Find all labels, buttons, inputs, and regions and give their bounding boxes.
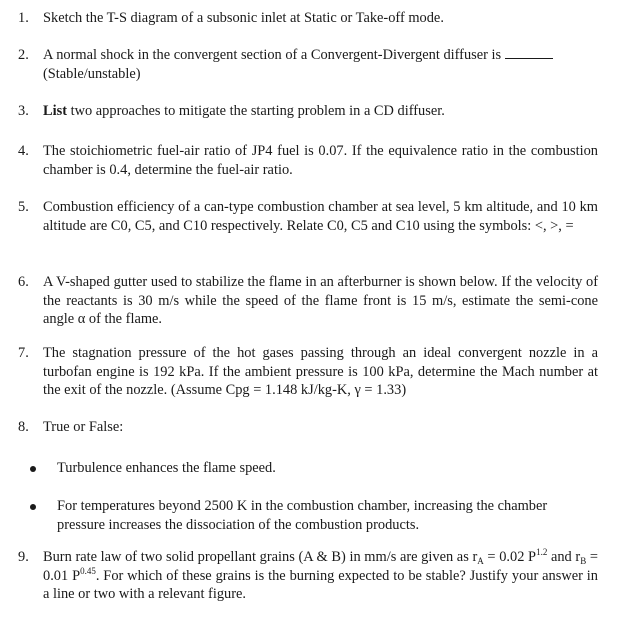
question-number: 1. bbox=[18, 10, 29, 26]
question-2 bbox=[18, 46, 598, 83]
exponent: 0.45 bbox=[80, 565, 96, 576]
question-number: 2. bbox=[18, 47, 29, 63]
question-text: Sketch the T-S diagram of a subsonic inlet at Static or Take-off mode. bbox=[43, 10, 444, 26]
question-number: 5. bbox=[18, 199, 29, 215]
question-7 bbox=[18, 344, 598, 400]
exponent: 1.2 bbox=[536, 547, 548, 557]
question-text: True or False: bbox=[43, 419, 124, 435]
question-8 bbox=[18, 418, 598, 437]
question-text bbox=[43, 102, 598, 121]
question-text bbox=[43, 46, 598, 83]
answer-blank bbox=[505, 47, 553, 59]
question-text: The stoichiometric fuel-air ratio of JP4 fuel is 0.07. If the equivalence ratio in the combustion chamber is 0.4, determine the fuel-air ratio. bbox=[43, 143, 598, 178]
question-keyword: List bbox=[43, 103, 67, 119]
question-5 bbox=[18, 198, 598, 235]
question-6 bbox=[18, 273, 598, 329]
question-text-part: = 0.01 P bbox=[43, 549, 599, 584]
question-number: 6. bbox=[18, 274, 29, 290]
question-number: 4. bbox=[18, 143, 29, 159]
question-text-part: Burn rate law of two solid propellant grains (A & B) in mm/s are given as r bbox=[43, 549, 478, 565]
list-item bbox=[30, 459, 596, 478]
list-item bbox=[30, 497, 596, 534]
question-text bbox=[43, 548, 598, 604]
question-4 bbox=[18, 142, 598, 179]
question-text-part: two approaches to mitigate the starting problem in a CD diffuser. bbox=[70, 103, 445, 119]
question-text: The stagnation pressure of the hot gases passing through an ideal convergent nozzle in a turbofan engine is 192 kPa. If the ambient pressure is 100 kPa, determine the Mach number at the exit of the nozzle. (Assume Cpg = 1.148 kJ/kg-K, γ = 1.33) bbox=[43, 345, 598, 398]
question-text-part: . For which of these grains is the burning expected to be stable? Justify your answer in a line or two with a relevant figure. bbox=[43, 567, 598, 602]
question-9 bbox=[18, 548, 598, 604]
question-number: 9. bbox=[18, 549, 29, 565]
bullet-icon bbox=[30, 504, 36, 510]
question-text: A V-shaped gutter used to stabilize the flame in an afterburner is shown below. If the velocity of the reactants is 30 m/s while the speed of the flame front is 15 m/s, estimate the semi-cone angle α of the flame. bbox=[43, 274, 598, 327]
question-1 bbox=[18, 9, 598, 28]
question-text-part: A normal shock in the convergent section of a Convergent-Divergent diffuser is bbox=[43, 47, 502, 63]
subscript: B bbox=[580, 556, 587, 566]
list-item-text: Turbulence enhances the flame speed. bbox=[57, 460, 276, 476]
question-number: 7. bbox=[18, 345, 29, 361]
question-text-part: (Stable/unstable) bbox=[43, 65, 141, 82]
question-text-part: and r bbox=[547, 549, 581, 565]
list-item-text: For temperatures beyond 2500 K in the combustion chamber, increasing the chamber pressure increases the dissociation of the combustion products. bbox=[57, 498, 548, 533]
question-number: 3. bbox=[18, 103, 29, 119]
question-3 bbox=[18, 102, 598, 121]
question-text: Combustion efficiency of a can-type combustion chamber at sea level, 5 km altitude, and 10 km altitude are C0, C5, and C10 respectively. Relate C0, C5 and C10 using the symbols: <, >, = bbox=[43, 199, 598, 234]
question-number: 8. bbox=[18, 419, 29, 435]
question-text-part: = 0.02 P bbox=[483, 549, 537, 565]
bullet-icon bbox=[30, 466, 36, 472]
subscript: A bbox=[477, 556, 484, 566]
